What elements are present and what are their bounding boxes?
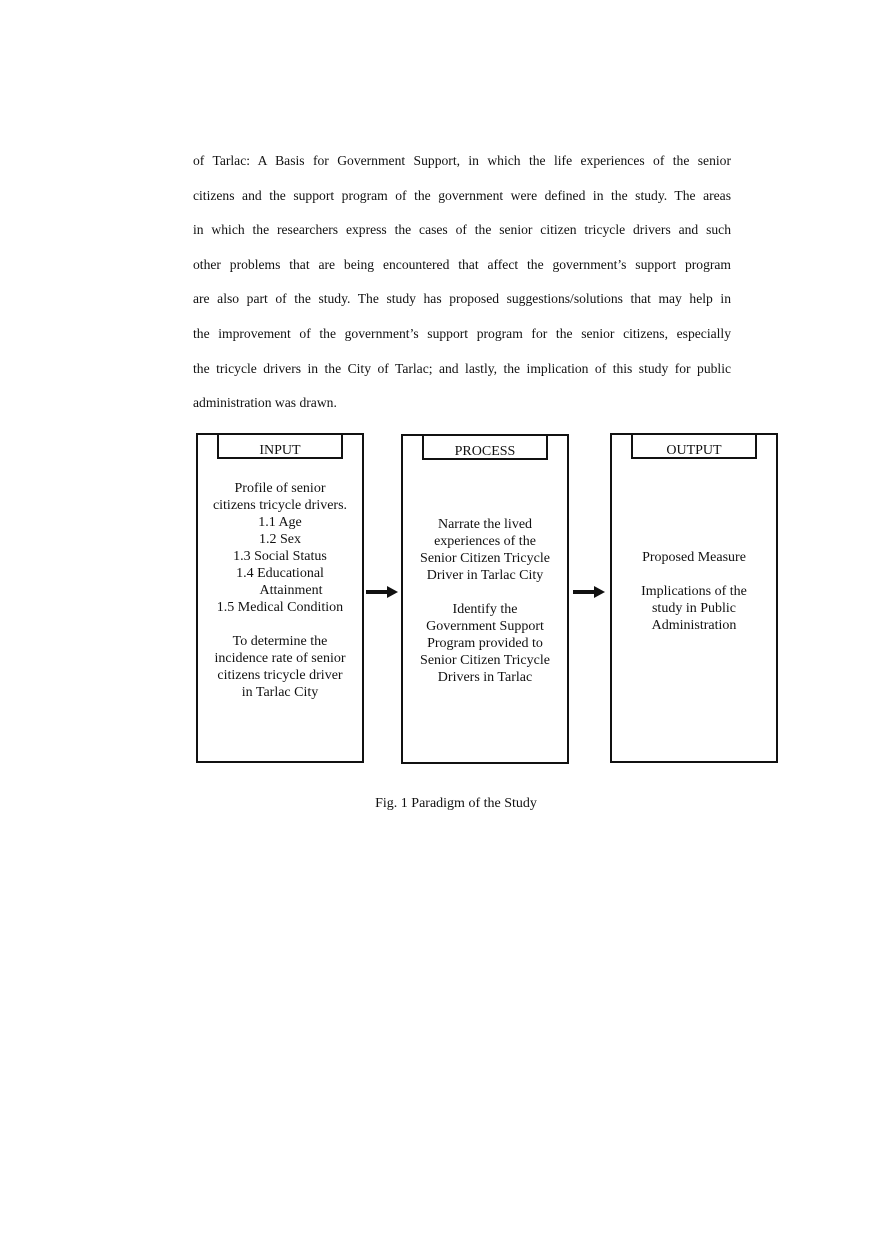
paragraph-line: other problems that are being encountered that affect the government’s support program	[193, 256, 731, 272]
process-line: Narrate the lived	[437, 517, 533, 532]
paragraph-line: administration was drawn.	[193, 395, 337, 411]
process-line: Government Support	[426, 619, 544, 634]
process-line: Senior Citizen Tricycle	[420, 653, 550, 668]
process-line: Identify the	[452, 602, 518, 617]
input-line: 1.3 Social Status	[233, 549, 327, 564]
process-line: experiences of the	[434, 534, 536, 549]
input-line: 1.4 Educational	[236, 566, 324, 581]
output-line: Implications of the	[641, 584, 747, 599]
input-box	[196, 433, 364, 763]
input-line: 1.1 Age	[258, 515, 302, 530]
figure-caption: Fig. 1 Paradigm of the Study	[375, 796, 537, 811]
input-line: 1.5 Medical Condition	[216, 600, 344, 615]
process-line: Program provided to	[427, 636, 543, 651]
output-box	[610, 433, 778, 763]
process-line: Senior Citizen Tricycle	[420, 551, 550, 566]
output-line: Administration	[651, 618, 737, 633]
input-line: citizens tricycle drivers.	[212, 498, 348, 513]
paragraph-line: of Tarlac: A Basis for Government Support, in which the life experiences of the senior	[193, 153, 731, 168]
spacer	[612, 566, 776, 583]
process-header: PROCESS	[422, 434, 548, 460]
spacer	[198, 616, 362, 633]
input-line: 1.2 Sex	[259, 532, 301, 547]
output-header: OUTPUT	[631, 433, 757, 459]
paragraph-line: citizens and the support program of the government were defined in the study. The areas	[193, 187, 731, 203]
input-line: Attainment	[259, 583, 323, 598]
paragraph-line: in which the researchers express the cases of the senior citizen tricycle drivers and such	[193, 222, 731, 238]
output-line: study in Public	[651, 601, 736, 616]
process-line: Drivers in Tarlac	[437, 670, 533, 685]
output-content	[612, 549, 776, 634]
paragraph-line: the improvement of the government’s support program for the senior citizens, especially	[193, 325, 731, 341]
input-line: incidence rate of senior	[214, 651, 346, 666]
input-line: citizens tricycle driver	[217, 668, 343, 683]
right-arrow-icon	[366, 585, 398, 599]
process-content	[403, 516, 567, 686]
input-content	[198, 480, 362, 701]
paragraph-line: are also part of the study. The study has proposed suggestions/solutions that may help in	[193, 291, 731, 307]
process-line: Driver in Tarlac City	[426, 568, 544, 583]
input-line: Profile of senior	[234, 481, 326, 496]
right-arrow-icon	[573, 585, 605, 599]
spacer	[403, 584, 567, 601]
output-line: Proposed Measure	[642, 550, 746, 565]
input-header: INPUT	[217, 433, 343, 459]
input-line: in Tarlac City	[241, 685, 319, 700]
paragraph-line: the tricycle drivers in the City of Tarlac; and lastly, the implication of this study for public	[193, 360, 731, 376]
process-box	[401, 434, 569, 764]
input-line: To determine the	[232, 634, 328, 649]
body-paragraph	[193, 144, 731, 421]
